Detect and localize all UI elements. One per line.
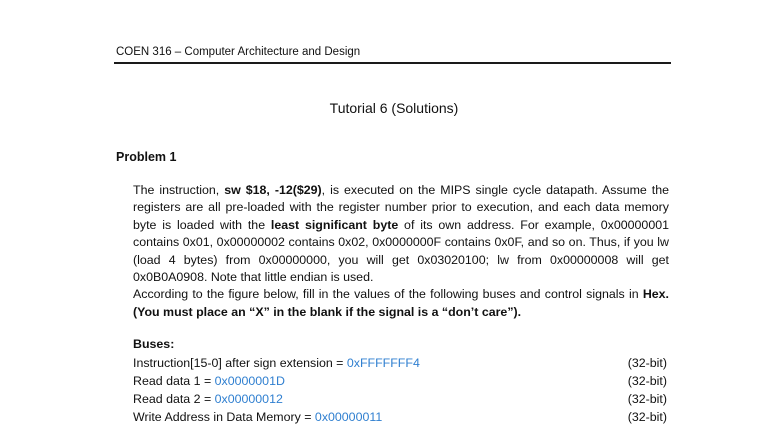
bus-label: Instruction[15-0] after sign extension = — [133, 356, 347, 370]
bus-label-container — [133, 392, 283, 406]
instruction-text: sw $18, -12($29) — [224, 183, 322, 197]
bus-width: (32-bit) — [627, 392, 667, 406]
problem-statement — [133, 182, 669, 321]
bus-row-read-data-1 — [133, 374, 667, 392]
bus-row-write-address — [133, 410, 667, 428]
intro-post: , is executed on the MIPS single cycle datapath. Assume the registers are all pre-loaded with the register number prior to execution, and each data memory byte is loaded with the — [133, 183, 669, 232]
bus-width: (32-bit) — [627, 356, 667, 370]
bus-width: (32-bit) — [627, 410, 667, 424]
hex-text: Hex. — [642, 287, 669, 302]
problem-heading: Problem 1 — [116, 150, 177, 164]
bus-label-container — [133, 374, 285, 388]
header-divider — [114, 62, 671, 64]
bus-label: Read data 1 = — [133, 374, 215, 388]
second-line-pre: According to the figure below, fill in the values of the following buses and control signals in — [133, 287, 643, 302]
second-line-post: (You must place an “X” in the blank if the signal is a “don’t care”). — [133, 304, 522, 319]
page-title — [0, 100, 784, 116]
buses-heading: Buses: — [133, 337, 175, 351]
bus-row-sign-extension — [133, 356, 667, 374]
bus-label-container — [133, 410, 382, 424]
intro-end: of its own address. For example, 0x00000001 contains 0x01, 0x00000002 contains 0x02, 0x0000000F contains 0x0F, and so on. Thus, if you lw (load 4 bytes) from 0x00000000, you will get 0x03020100; lw from 0x00000008 will get 0x0B0A0908. Note that little endian is used. — [133, 217, 669, 285]
bus-value: 0x00000011 — [314, 410, 383, 424]
bus-row-read-data-2 — [133, 392, 667, 410]
bus-label: Write Address in Data Memory = — [133, 410, 315, 424]
intro-pre: The instruction, — [133, 183, 225, 197]
problem-paragraph-2 — [133, 286, 669, 321]
bus-value: 0x00000012 — [214, 392, 283, 406]
page-title-text: Tutorial 6 (Solutions) — [329, 100, 459, 116]
bus-width: (32-bit) — [627, 374, 667, 388]
problem-paragraph-1 — [133, 182, 669, 286]
bus-label-container — [133, 356, 420, 370]
bus-value: 0xFFFFFFF4 — [346, 356, 420, 370]
emphasis-text: least significant byte — [270, 217, 399, 232]
bus-value: 0x0000001D — [214, 374, 285, 388]
course-header: COEN 316 – Computer Architecture and Design — [116, 46, 361, 58]
bus-label: Read data 2 = — [133, 392, 215, 406]
